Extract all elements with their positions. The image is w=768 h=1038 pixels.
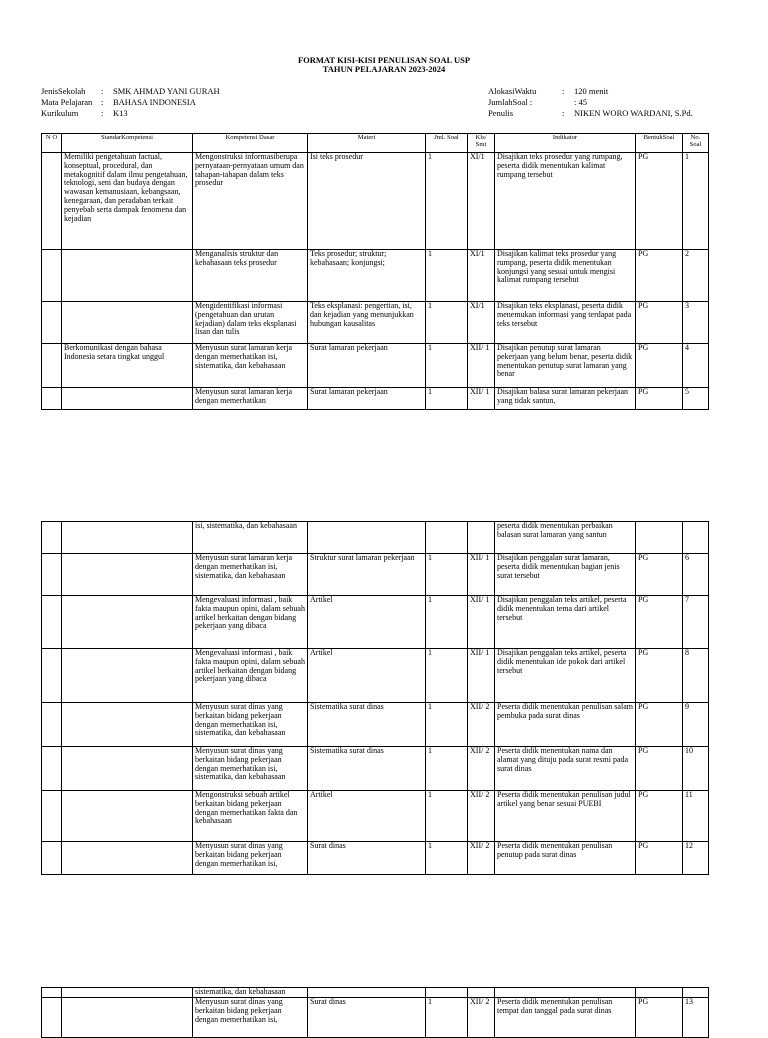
cell-kompetensi-dasar: Mengonstruksi sebuah artikel berkaitan bidang pekerjaan dengan memerhatikan fakta dan kebahasaan [193, 791, 308, 842]
cell-materi: Artikel [308, 791, 426, 842]
table-row [42, 649, 709, 703]
cell-bentuk-soal: PG [636, 554, 683, 596]
cell-kompetensi-dasar: Menyusun surat dinas yang berkaitan bidang pekerjaan dengan memerhatikan isi, [193, 998, 308, 1038]
cell-kls-smt: XII/ 1 [468, 649, 495, 703]
header-jml-soal: Jml. Soal [426, 134, 468, 153]
cell-materi: Sistematika surat dinas [308, 747, 426, 791]
kisi-kisi-table-page2 [41, 521, 709, 875]
cell-standar-kompetensi [62, 522, 193, 554]
cell-materi: Surat dinas [308, 998, 426, 1038]
cell-materi [308, 988, 426, 998]
meta-colon [562, 97, 574, 108]
meta-label: Mata Pelajaran [41, 97, 93, 107]
cell-standar-kompetensi [62, 998, 193, 1038]
cell-standar-kompetensi: Memiliki pengetahuan factual, konseptual, procedural, dan metakognitif dalam ilmu pengetahuan, teknologi, seni dan budaya dengan wawasan kemanusiaan, kebangsaan, kenegaraan, dan peradaban terkait penyebab serta dampak fenomena dan kejadian [62, 153, 193, 250]
cell-bentuk-soal: PG [636, 302, 683, 344]
cell-jml-soal: 1 [426, 649, 468, 703]
table-row [42, 554, 709, 596]
cell-bentuk-soal: PG [636, 596, 683, 649]
cell-indikator: Disajikan penggalan teks artikel, peserta didik menentukan tema dari artikel tersebut [495, 596, 636, 649]
table-row [42, 842, 709, 875]
cell-kls-smt: XII/ 2 [468, 747, 495, 791]
cell-no [42, 153, 62, 250]
cell-jml-soal: 1 [426, 842, 468, 875]
cell-standar-kompetensi: Berkomunikasi dengan bahasa Indonesia setara tingkat unggul [62, 344, 193, 388]
cell-standar-kompetensi [62, 988, 193, 998]
cell-bentuk-soal: PG [636, 791, 683, 842]
meta-value: SMK AHMAD YANI GURAH [113, 86, 220, 96]
cell-no [42, 988, 62, 998]
cell-no-soal: 2 [683, 250, 709, 302]
table-row [42, 988, 709, 998]
cell-no [42, 649, 62, 703]
cell-materi: Surat lamaran pekerjaan [308, 388, 426, 410]
cell-jml-soal [426, 522, 468, 554]
cell-jml-soal: 1 [426, 998, 468, 1038]
cell-no [42, 302, 62, 344]
cell-materi: Teks prosedur; struktur; kebahasaan; konjungsi; [308, 250, 426, 302]
cell-no [42, 554, 62, 596]
cell-indikator: Disajikan penggalan teks artikel, peserta didik menentukan ide pokok dari artikel tersebut [495, 649, 636, 703]
meta-row-count [488, 97, 693, 108]
table-row [42, 302, 709, 344]
cell-kls-smt: XII/ 2 [468, 998, 495, 1038]
meta-value: BAHASA INDONESIA [113, 97, 196, 107]
cell-no [42, 842, 62, 875]
cell-materi: Isi teks prosedur [308, 153, 426, 250]
cell-kompetensi-dasar: Mengidentifikasi informasi (pengetahuan dan urutan kejadian) dalam teks eksplanasi lisan dan tulis [193, 302, 308, 344]
cell-standar-kompetensi [62, 842, 193, 875]
cell-no [42, 596, 62, 649]
table-row [42, 703, 709, 747]
school-info [41, 86, 220, 119]
cell-standar-kompetensi [62, 703, 193, 747]
meta-row-time [488, 86, 693, 97]
header-bentuk-soal: BentukSoal [636, 134, 683, 153]
cell-jml-soal: 1 [426, 302, 468, 344]
table-row [42, 250, 709, 302]
cell-no-soal: 1 [683, 153, 709, 250]
header-no: N O [42, 134, 62, 153]
cell-kls-smt: XI/1 [468, 153, 495, 250]
cell-kompetensi-dasar: Menganalisis struktur dan kebahasaan teks prosedur [193, 250, 308, 302]
meta-label: JenisSekolah [41, 86, 86, 96]
meta-label: AlokasiWaktu [488, 86, 537, 96]
cell-indikator: Disajikan penggalan surat lamaran, peserta didik menentukan bagian jenis surat tersebut [495, 554, 636, 596]
table-row [42, 791, 709, 842]
meta-row-subject [41, 97, 220, 108]
kisi-kisi-table-page1 [41, 133, 709, 410]
cell-no-soal: 7 [683, 596, 709, 649]
cell-kompetensi-dasar: sistematika, dan kebahasaan [193, 988, 308, 998]
cell-materi: Surat lamaran pekerjaan [308, 344, 426, 388]
cell-no [42, 703, 62, 747]
cell-kls-smt [468, 988, 495, 998]
header-indikator: Indikator [495, 134, 636, 153]
cell-materi: Surat dinas [308, 842, 426, 875]
cell-kls-smt: XII/ 2 [468, 842, 495, 875]
document-title-line1: FORMAT KISI-KISI PENULISAN SOAL USP [297, 55, 471, 65]
meta-colon: : [562, 86, 565, 96]
cell-standar-kompetensi [62, 596, 193, 649]
meta-value: 120 menit [574, 86, 609, 96]
cell-no [42, 747, 62, 791]
cell-indikator: Peserta didik menentukan penulisan salam pembuka pada surat dinas [495, 703, 636, 747]
cell-kompetensi-dasar: Mengevaluasi informasi , baik fakta maupun opini, dalam sebuah artikel berkaitan dengan bidang pekerjaan yang dibaca [193, 649, 308, 703]
cell-kls-smt: XII/ 1 [468, 344, 495, 388]
cell-jml-soal: 1 [426, 388, 468, 410]
cell-no-soal: 4 [683, 344, 709, 388]
cell-materi: Sistematika surat dinas [308, 703, 426, 747]
cell-kompetensi-dasar: Menyusun surat lamaran kerja dengan memerhatikan [193, 388, 308, 410]
cell-bentuk-soal: PG [636, 250, 683, 302]
cell-no [42, 344, 62, 388]
cell-kls-smt: XII/ 2 [468, 791, 495, 842]
cell-jml-soal: 1 [426, 153, 468, 250]
meta-colon: : [101, 86, 104, 96]
cell-kls-smt: XI/1 [468, 250, 495, 302]
cell-bentuk-soal: PG [636, 153, 683, 250]
cell-no-soal [683, 988, 709, 998]
cell-no-soal [683, 522, 709, 554]
cell-indikator: peserta didik menentukan perbaikan balasan surat lamaran yang santun [495, 522, 636, 554]
table-row [42, 153, 709, 250]
cell-standar-kompetensi [62, 649, 193, 703]
cell-bentuk-soal: PG [636, 388, 683, 410]
cell-indikator: Peserta didik menentukan penulisan tempat dan tanggal pada surat dinas [495, 998, 636, 1038]
meta-value: : 45 [574, 97, 587, 107]
table-row [42, 344, 709, 388]
cell-standar-kompetensi [62, 388, 193, 410]
cell-materi: Artikel [308, 596, 426, 649]
cell-no-soal: 5 [683, 388, 709, 410]
header-kompetensi-dasar: Kompetensi Dasar [193, 134, 308, 153]
cell-no-soal: 6 [683, 554, 709, 596]
cell-bentuk-soal: PG [636, 344, 683, 388]
cell-no-soal: 11 [683, 791, 709, 842]
cell-indikator: Disajikan penutup surat lamaran pekerjaan yang belum benar, peserta didik menentukan penutup surat lamaran yang benar [495, 344, 636, 388]
cell-indikator: Disajikan teks eksplanasi, peserta didik menemukan informasi yang terdapat pada teks tersebut [495, 302, 636, 344]
cell-jml-soal: 1 [426, 344, 468, 388]
cell-kls-smt [468, 522, 495, 554]
meta-row-author [488, 108, 693, 119]
document-title-line2: TAHUN PELAJARAN 2023-2024 [322, 64, 446, 74]
document-title [0, 56, 768, 74]
cell-no-soal: 3 [683, 302, 709, 344]
cell-materi [308, 522, 426, 554]
cell-no-soal: 12 [683, 842, 709, 875]
cell-standar-kompetensi [62, 747, 193, 791]
cell-jml-soal: 1 [426, 250, 468, 302]
table-row [42, 522, 709, 554]
table-header-row [42, 134, 709, 153]
table-row [42, 998, 709, 1038]
cell-kls-smt: XII/ 1 [468, 596, 495, 649]
meta-label: Kurikulum [41, 108, 79, 118]
cell-standar-kompetensi [62, 791, 193, 842]
cell-indikator: Peserta didik menentukan penulisan judul artikel yang benar sesuai PUEBI [495, 791, 636, 842]
cell-kompetensi-dasar: Menyusun surat dinas yang berkaitan bidang pekerjaan dengan memerhatikan isi, [193, 842, 308, 875]
cell-kompetensi-dasar: Menyusun surat lamaran kerja dengan memerhatikan isi, sistematika, dan kebahasaan [193, 344, 308, 388]
cell-standar-kompetensi [62, 554, 193, 596]
cell-indikator: Peserta didik menentukan nama dan alamat yang dituju pada surat resmi pada surat dinas [495, 747, 636, 791]
cell-no [42, 250, 62, 302]
cell-indikator: Peserta didik menentukan penulisan penutup pada surat dinas [495, 842, 636, 875]
meta-colon: : [101, 108, 104, 118]
cell-no-soal: 13 [683, 998, 709, 1038]
cell-materi: Teks eksplanasi: pengertian, isi, dan kejadian yang menunjukkan hubungan kausalitas [308, 302, 426, 344]
cell-jml-soal: 1 [426, 703, 468, 747]
table-row [42, 388, 709, 410]
cell-kls-smt: XII/ 1 [468, 388, 495, 410]
cell-no [42, 998, 62, 1038]
cell-kompetensi-dasar: Menyusun surat dinas yang berkaitan bidang pekerjaan dengan memerhatikan isi, sistematika, dan kebahasaan [193, 703, 308, 747]
cell-kompetensi-dasar: Menyusun surat lamaran kerja dengan memerhatikan isi, sistematika, dan kebahasaan [193, 554, 308, 596]
exam-info [488, 86, 693, 119]
cell-materi: Artikel [308, 649, 426, 703]
cell-indikator [495, 988, 636, 998]
cell-standar-kompetensi [62, 302, 193, 344]
cell-kls-smt: XII/ 1 [468, 554, 495, 596]
meta-colon: : [562, 108, 565, 118]
cell-bentuk-soal: PG [636, 747, 683, 791]
meta-row-school [41, 86, 220, 97]
cell-jml-soal: 1 [426, 791, 468, 842]
cell-kompetensi-dasar: Mengonstruksi informasiberupa pernyataan-pernyataan umum dan tahapan-tahapan dalam teks prosedur [193, 153, 308, 250]
cell-bentuk-soal [636, 522, 683, 554]
cell-bentuk-soal: PG [636, 998, 683, 1038]
cell-indikator: Disajikan teks prosedur yang rumpang, peserta didik menentukan kalimat rumpang tersebut [495, 153, 636, 250]
kisi-kisi-table-page3 [41, 987, 709, 1038]
cell-kompetensi-dasar: Mengevaluasi informasi , baik fakta maupun opini, dalam sebuah artikel berkaitan dengan bidang pekerjaan yang dibaca [193, 596, 308, 649]
meta-row-curriculum [41, 108, 220, 119]
cell-no [42, 791, 62, 842]
table-row [42, 747, 709, 791]
cell-no-soal: 8 [683, 649, 709, 703]
cell-no [42, 388, 62, 410]
meta-label: JumlahSoal : [488, 97, 533, 107]
cell-no-soal: 10 [683, 747, 709, 791]
cell-no [42, 522, 62, 554]
cell-bentuk-soal [636, 988, 683, 998]
cell-kompetensi-dasar: Menyusun surat dinas yang berkaitan bidang pekerjaan dengan memerhatikan isi, sistematika, dan kebahasaan [193, 747, 308, 791]
table-row [42, 596, 709, 649]
cell-bentuk-soal: PG [636, 842, 683, 875]
header-no-soal: No. Soal [683, 134, 709, 153]
meta-label: Penulis [488, 108, 514, 118]
cell-kompetensi-dasar: isi, sistematika, dan kebahasaan [193, 522, 308, 554]
cell-jml-soal: 1 [426, 554, 468, 596]
meta-value: K13 [113, 108, 128, 118]
cell-jml-soal: 1 [426, 747, 468, 791]
cell-indikator: Disajikan kalimat teks prosedur yang rumpang, peserta didik menentukan konjungsi yang sesuai untuk mengisi kalimat rumpang tersebut [495, 250, 636, 302]
cell-jml-soal: 1 [426, 596, 468, 649]
meta-colon: : [101, 97, 104, 107]
header-standar-kompetensi: StandarKompetensi [62, 134, 193, 153]
cell-materi: Struktur surat lamaran pekerjaan [308, 554, 426, 596]
cell-bentuk-soal: PG [636, 649, 683, 703]
cell-no-soal: 9 [683, 703, 709, 747]
cell-kls-smt: XI/1 [468, 302, 495, 344]
header-kls-smt: Kls/ Smt [468, 134, 495, 153]
cell-jml-soal [426, 988, 468, 998]
header-materi: Materi [308, 134, 426, 153]
cell-bentuk-soal: PG [636, 703, 683, 747]
meta-value: NIKEN WORO WARDANI, S.Pd. [574, 108, 693, 118]
cell-standar-kompetensi [62, 250, 193, 302]
cell-kls-smt: XII/ 2 [468, 703, 495, 747]
cell-indikator: Disajikan balasa surat lamaran pekerjaan yang tidak santun, [495, 388, 636, 410]
